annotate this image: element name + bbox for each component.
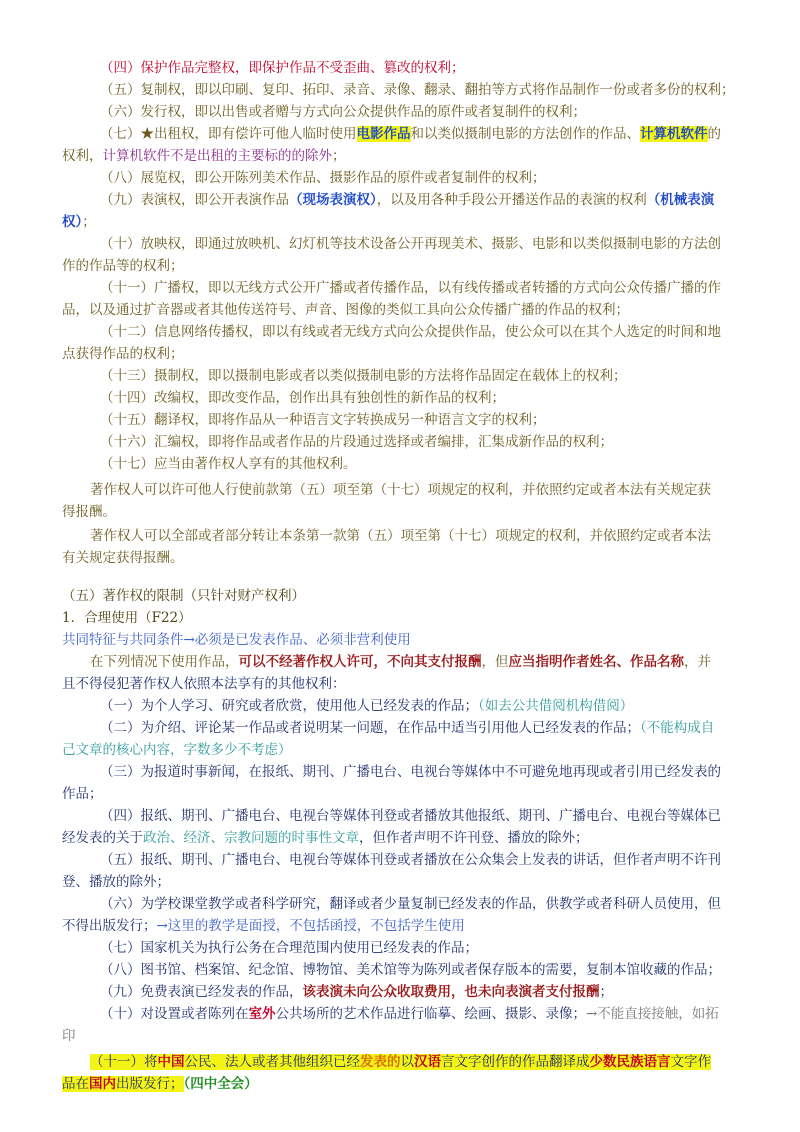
perform-text: （九）表演权，即公开表演作品 (100, 192, 289, 208)
fu6-text: 不得出版发行； (62, 918, 157, 934)
item-rental-right-cont (62, 146, 346, 166)
item-screening-right: （十）放映权，即通过放映机、幻灯机等技术设备公开再现美术、摄影、电影和以类似摄制电影的方法创 (100, 236, 721, 252)
rental-exception-note: 计算机软件不是出租的主要标的的除外 (102, 148, 332, 164)
license-paragraph-cont: 得报酬。 (62, 504, 116, 520)
transfer-paragraph-cont: 有关规定获得报酬。 (62, 550, 184, 566)
item-compilation-right: （十六）汇编权，即将作品或者作品的片段通过选择或者编排，汇集成新作品的权利； (100, 434, 613, 450)
fu6-note: →这里的教学是面授，不包括函授，不包括学生使用 (156, 918, 465, 934)
fair-use-item-11-cont (62, 1074, 258, 1094)
perform-end: ； (82, 214, 96, 230)
fair-use-intro-cont: 且不得侵犯著作权人依照本法享有的其他权利： (62, 676, 346, 692)
fu1-note: （如去公共借阅机构借阅） (478, 698, 634, 714)
intro-text-2: ，但 (481, 654, 509, 670)
fair-use-item-2 (100, 718, 714, 738)
fair-use-item-10 (100, 1004, 719, 1024)
fu11-text-6: 品在 (62, 1076, 89, 1092)
rental-text-3: 的 (707, 126, 721, 142)
fu11-text-7: 出版发行； (116, 1076, 184, 1092)
rental-software-highlight: 计算机软件 (640, 126, 708, 142)
license-paragraph: 著作权人可以许可他人行使前款第（五）项至第（十七）项规定的权利，并依照约定或者本法有关规定获 (90, 482, 711, 498)
fu11-china: 中国 (157, 1054, 185, 1070)
fair-use-item-3-cont: 作品； (62, 786, 103, 802)
transfer-paragraph: 著作权人可以全部或者部分转让本条第一款第（五）项至第（十七）项规定的权利，并依照约定或者本法 (90, 528, 711, 544)
rental-film-highlight: 电影作品 (356, 126, 411, 142)
attribution-note: 应当指明作者姓名、作品名称 (508, 654, 684, 670)
item-rental-right (100, 124, 721, 144)
rental-text-4: 权利， (62, 148, 103, 164)
fu10-text-2: 公共场所的艺术作品进行临摹、绘画、摄影、录像； (275, 1006, 586, 1022)
item-filming-right: （十三）摄制权，即以摄制电影或者以类似摄制电影的方法将作品固定在载体上的权利； (100, 368, 627, 384)
fair-use-heading: 1．合理使用（F22） (62, 610, 192, 626)
fu10-outdoor: 室外 (248, 1006, 276, 1022)
fu11-text-5: 文字作 (670, 1054, 711, 1070)
fu11-domestic: 国内 (89, 1076, 116, 1092)
fu11-chinese: 汉语 (414, 1054, 441, 1070)
fu4-text-2: ，但作者声明不许刊登、播放的除外； (359, 830, 589, 846)
fair-use-item-5: （五）报纸、期刊、广播电台、电视台等媒体刊登或者播放在公众集会上发表的讲话，但作者声明不许刊 (100, 852, 721, 868)
rental-text-2: 和以类似摄制电影的方法创作的作品、 (410, 126, 640, 142)
item-translation-right: （十五）翻译权，即将作品从一种语言文字转换成另一种语言文字的权利； (100, 412, 546, 428)
fu9-text: （九）免费表演已经发表的作品， (100, 984, 303, 1000)
item-performance-right-cont (62, 212, 96, 232)
fair-use-item-6-cont (62, 916, 465, 936)
perform-text-2: ，以及用各种手段公开播送作品的表演的权利 (376, 192, 647, 208)
fu11-text-3: 以 (400, 1054, 414, 1070)
item-reproduction-right: （五）复制权，即以印刷、复印、拓印、录音、录像、翻录、翻拍等方式将作品制作一份或者多份的权利； (100, 82, 735, 98)
fu11-published: 发表的 (360, 1054, 401, 1070)
item-performance-right (100, 190, 714, 210)
item-exhibition-right: （八）展览权，即公开陈列美术作品、摄影作品的原件或者复制件的权利； (100, 170, 546, 186)
fu4-topics: 政治、经济、宗教问题的时事性文章 (143, 830, 359, 846)
live-performance-note: （现场表演权） (289, 192, 377, 208)
fair-use-item-3: （三）为报道时事新闻，在报纸、期刊、广播电台、电视台等媒体中不可避免地再现或者引用已经发表的 (100, 764, 721, 780)
common-conditions: 共同特征与共同条件→必须是已发表作品、必须非营利使用 (62, 632, 411, 648)
intro-text-3: ，并 (684, 654, 711, 670)
mechanical-performance-note-end: 权） (62, 214, 83, 230)
fair-use-item-9 (100, 982, 613, 1002)
fu2-note: （不能构成自 (640, 720, 715, 736)
fair-use-item-10-cont: 印 (62, 1028, 76, 1044)
intro-text: 在下列情况下使用作品， (90, 654, 239, 670)
fair-use-item-7: （七）国家机关为执行公务在合理范围内使用已经发表的作品； (100, 940, 478, 956)
item-distribution-right: （六）发行权，即以出售或者赠与方式向公众提供作品的原件或者复制件的权利； (100, 104, 586, 120)
fair-use-item-2-cont: 己文章的核心内容，字数多少不考虑） (62, 742, 292, 758)
item-network-right-cont: 点获得作品的权利； (62, 346, 184, 362)
fair-use-intro (90, 652, 711, 672)
item-other-rights: （十七）应当由著作权人享有的其他权利。 (100, 456, 357, 472)
fu11-text-2: 公民、法人或者其他组织已经 (184, 1054, 360, 1070)
mechanical-performance-note: （机械表演 (646, 192, 715, 208)
fair-use-item-1 (100, 696, 633, 716)
fu1-text: （一）为个人学习、研究或者欣赏，使用他人已经发表的作品； (100, 698, 478, 714)
item-screening-right-cont: 作的作品等的权利； (62, 258, 184, 274)
item-broadcast-right-cont: 品，以及通过扩音器或者其他传送符号、声音、图像的类似工具向公众传播广播的作品的权利； (62, 302, 629, 318)
fair-use-item-4-cont (62, 828, 589, 848)
fair-use-item-5-cont: 登、播放的除外； (62, 874, 170, 890)
fu2-text: （二）为介绍、评论某一作品或者说明某一问题，在作品中适当引用他人已经发表的作品； (100, 720, 640, 736)
rental-text: （七）★出租权，即有偿许可他人临时使用 (100, 126, 357, 142)
fu4-text: 经发表的关于 (62, 830, 143, 846)
fu11-text-4: 言文字创作的作品翻译成 (441, 1054, 590, 1070)
fu11-session-note: （四中全会） (183, 1076, 258, 1092)
fu11-text: （十一）将 (90, 1054, 158, 1070)
fair-use-item-11 (90, 1052, 711, 1072)
fair-use-item-4: （四）报纸、期刊、广播电台、电视台等媒体刊登或者播放其他报纸、期刊、广播电台、电视台等媒体已 (100, 808, 721, 824)
section-heading: （五）著作权的限制（只针对财产权利） (62, 588, 305, 604)
fu10-text: （十）对设置或者陈列在 (100, 1006, 249, 1022)
item-adaptation-right: （十四）改编权，即改变作品，创作出具有独创性的新作品的权利； (100, 390, 505, 406)
fu9-text-2: ； (599, 984, 613, 1000)
fu11-minority-language: 少数民族语言 (589, 1054, 671, 1070)
fu9-note: 该表演未向公众收取费用，也未向表演者支付报酬 (302, 984, 600, 1000)
no-permission-note: 可以不经著作权人许可，不向其支付报酬 (238, 654, 482, 670)
item-network-right: （十二）信息网络传播权，即以有线或者无线方式向公众提供作品，使公众可以在其个人选定的时间和地 (100, 324, 721, 340)
fair-use-item-8: （八）图书馆、档案馆、纪念馆、博物馆、美术馆等为陈列或者保存版本的需要，复制本馆收藏的作品； (100, 962, 721, 978)
fu10-note: →不能直接接触，如拓 (586, 1006, 719, 1022)
fair-use-item-6: （六）为学校课堂教学或者科学研究，翻译或者少量复制已经发表的作品，供教学或者科研人员使用，但 (100, 896, 721, 912)
item-broadcast-right: （十一）广播权，即以无线方式公开广播或者传播作品，以有线传播或者转播的方式向公众传播广播的作 (100, 280, 721, 296)
rental-text-5: ； (332, 148, 346, 164)
item-integrity-right: （四）保护作品完整权，即保护作品不受歪曲、篡改的权利； (100, 60, 465, 76)
